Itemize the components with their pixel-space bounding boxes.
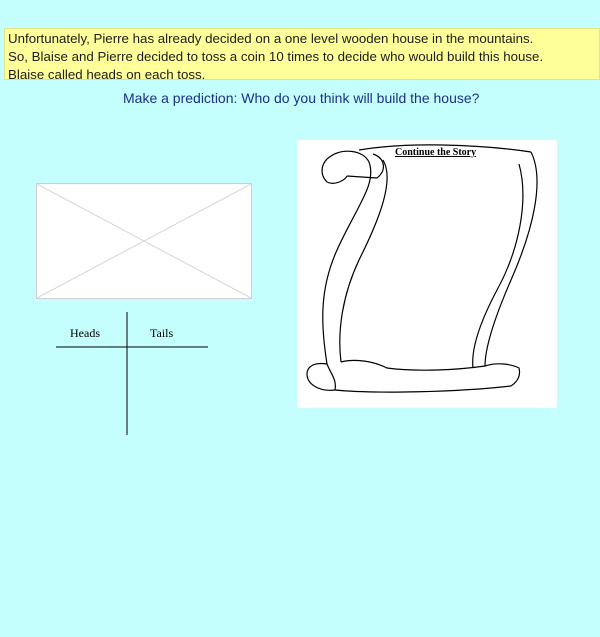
- placeholder-cross-icon: [37, 184, 251, 298]
- scroll-title: Continue the Story: [395, 147, 477, 158]
- story-text-box: [4, 28, 600, 80]
- scroll-icon: [297, 140, 557, 408]
- tally-t-chart: [56, 312, 212, 436]
- story-line-1: Unfortunately, Pierre has already decided on a one level wooden house in the mountains.: [8, 31, 534, 46]
- story-line-2: So, Blaise and Pierre decided to toss a coin 10 times to decide who would build this house.: [8, 49, 544, 64]
- continue-story-scroll: [297, 140, 557, 408]
- image-placeholder: [36, 183, 252, 299]
- prediction-prompt: Make a prediction: Who do you think will build the house?: [123, 90, 480, 106]
- heads-label: Heads: [70, 326, 100, 340]
- tails-label: Tails: [150, 326, 174, 340]
- story-line-3: Blaise called heads on each toss.: [8, 67, 206, 82]
